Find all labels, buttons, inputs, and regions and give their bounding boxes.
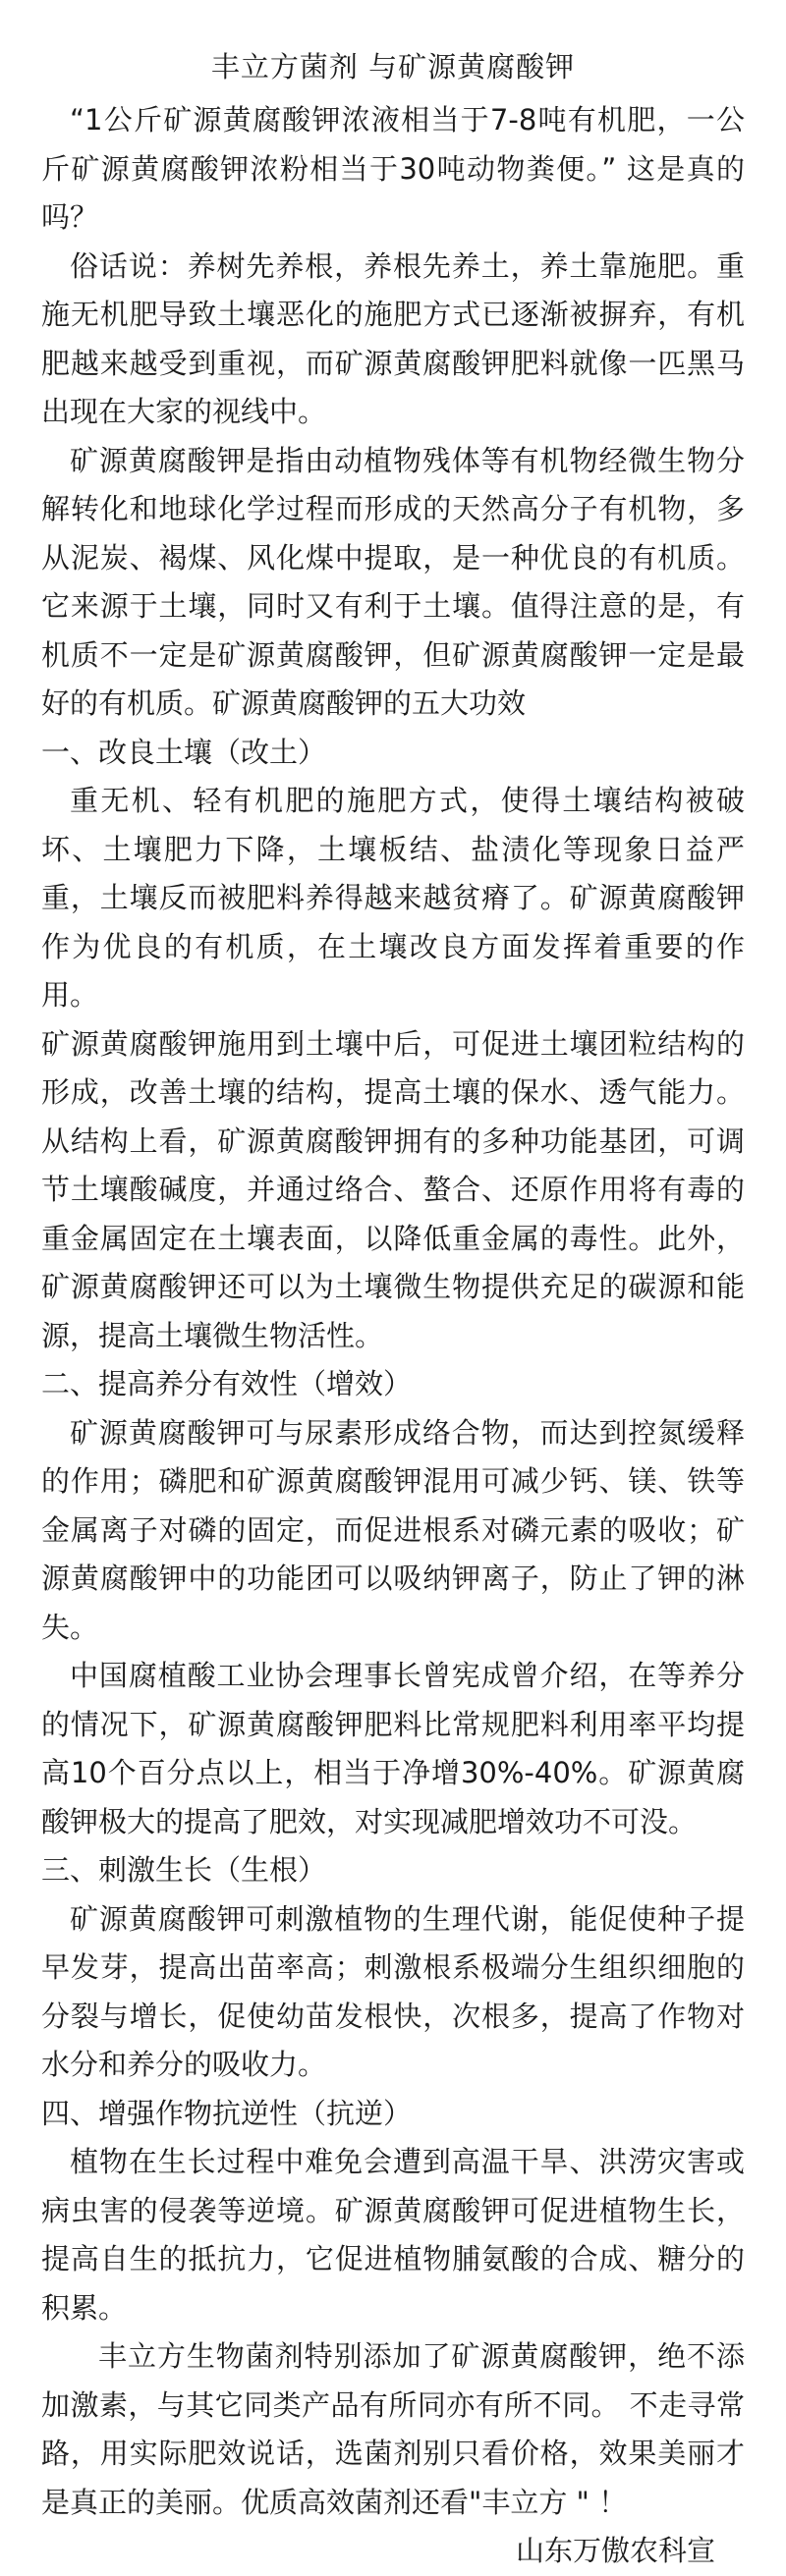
definition-paragraph: 矿源黄腐酸钾是指由动植物残体等有机物经微生物分解转化和地球化学过程而形成的天然高分子有机物，多从泥炭、褐煤、风化煤中提取，是一种优良的有机质。它来源于土壤，同时又有利于土壤。值得注意的是，有机质不一定是矿源黄腐酸钾，但矿源黄腐酸钾一定是最好的有机质。矿源黄腐酸钾的五大功效 [41, 443, 745, 720]
intro-question-paragraph: “1公斤矿源黄腐酸钾浓液相当于7-8吨有机肥，一公斤矿源黄腐酸钾浓粉相当于30吨动物粪便。” 这是真的吗？ [41, 103, 745, 234]
section-heading-stimulate-growth: 三、刺激生长（生根） [41, 1853, 327, 1887]
section1-paragraph-2: 矿源黄腐酸钾施用到土壤中后，可促进土壤团粒结构的形成，改善土壤的结构，提高土壤的保水、透气能力。从结构上看，矿源黄腐酸钾拥有的多种功能基团，可调节土壤酸碱度，并通过络合、螯合、还原作用将有毒的重金属固定在土壤表面，以降低重金属的毒性。此外，矿源黄腐酸钾还可以为土壤微生物提供充足的碳源和能源，提高土壤微生物活性。 [41, 1026, 745, 1352]
section3-paragraph-1: 矿源黄腐酸钾可刺激植物的生理代谢，能促使种子提早发芽，提高出苗率高；刺激根系极端分生组织细胞的分裂与增长，促使幼苗发根快，次根多，提高了作物对水分和养分的吸收力。 [41, 1901, 745, 2081]
closing-paragraph: 丰立方生物菌剂特别添加了矿源黄腐酸钾，绝不添加激素，与其它同类产品有所同亦有所不同。 不走寻常路，用实际肥效说话，选菌剂别只看价格，效果美丽才是真正的美丽。优质高效菌剂还看"丰立方 " ！ [41, 2339, 745, 2519]
section-heading-improve-soil: 一、改良土壤（改土） [41, 735, 327, 769]
section1-paragraph-1: 重无机、轻有机肥的施肥方式，使得土壤结构被破坏、土壤肥力下降，土壤板结、盐渍化等现象日益严重，土壤反而被肥料养得越来越贫瘠了。矿源黄腐酸钾作为优良的有机质，在土壤改良方面发挥着重要的作用。 [41, 784, 745, 1012]
saying-paragraph: 俗话说：养树先养根，养根先养土，养土靠施肥。重施无机肥导致土壤恶化的施肥方式已逐渐被摒弃，有机肥越来越受到重视，而矿源黄腐酸钾肥料就像一匹黑马出现在大家的视线中。 [41, 248, 745, 428]
section-heading-stress-resistance: 四、增强作物抗逆性（抗逆） [41, 2096, 413, 2130]
section2-paragraph-2: 中国腐植酸工业协会理事长曾宪成曾介绍，在等养分的情况下，矿源黄腐酸钾肥料比常规肥料利用率平均提高10个百分点以上，相当于净增30%-40%。矿源黄腐酸钾极大的提高了肥效，对实现减肥增效功不可没。 [41, 1659, 745, 1838]
section-heading-nutrient-efficiency: 二、提高养分有效性（增效） [41, 1367, 413, 1400]
section2-paragraph-1: 矿源黄腐酸钾可与尿素形成络合物，而达到控氮缓释的作用；磷肥和矿源黄腐酸钾混用可减少钙、镁、铁等金属离子对磷的固定，而促进根系对磷元素的吸收；矿源黄腐酸钾中的功能团可以吸纳钾离子，防止了钾的淋失。 [41, 1415, 745, 1644]
article-title: 丰立方菌剂 与矿源黄腐酸钾 [210, 50, 576, 83]
signature: 山东万傲农科宣 [515, 2534, 715, 2567]
section4-paragraph-1: 植物在生长过程中难免会遭到高温干旱、洪涝灾害或病虫害的侵袭等逆境。矿源黄腐酸钾可促进植物生长，提高自生的抵抗力，它促进植物脯氨酸的合成、糖分的积累。 [41, 2145, 745, 2325]
